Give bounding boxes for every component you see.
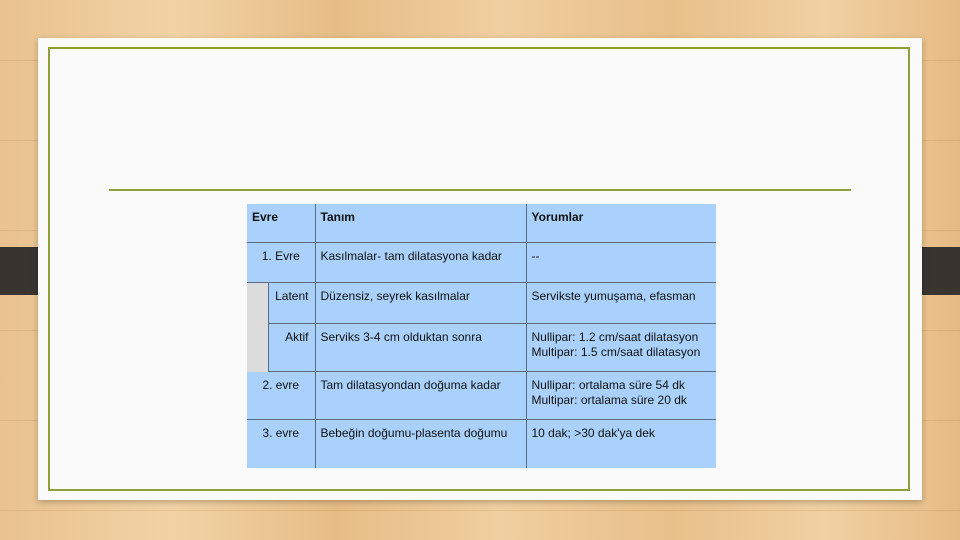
table-row xyxy=(247,420,716,468)
stage-definition: Kasılmalar- tam dilatasyona kadar xyxy=(315,243,526,283)
stage-comment xyxy=(526,324,716,372)
comment-line-2: Multipar: ortalama süre 20 dk xyxy=(531,393,687,407)
stage-name: 3. evre xyxy=(247,420,315,468)
stage-definition: Tam dilatasyondan doğuma kadar xyxy=(315,372,526,420)
header-tanim: Tanım xyxy=(315,204,526,243)
table-row xyxy=(247,243,716,283)
table-row xyxy=(247,372,716,420)
stage-definition: Serviks 3-4 cm olduktan sonra xyxy=(315,324,526,372)
comment-line-1: Nullipar: ortalama süre 54 dk xyxy=(531,378,685,392)
stage-name: Aktif xyxy=(268,324,315,372)
stage-name: 2. evre xyxy=(247,372,315,420)
table-row xyxy=(247,324,716,372)
comment-line-1: Nullipar: 1.2 cm/saat dilatasyon xyxy=(531,330,699,344)
table-header-row xyxy=(247,204,716,243)
header-evre: Evre xyxy=(247,204,315,243)
title-divider xyxy=(109,189,851,191)
stage-definition: Bebeğin doğumu-plasenta doğumu xyxy=(315,420,526,468)
stages-table xyxy=(247,204,716,468)
stage-comment: 10 dak; >30 dak'ya dek xyxy=(526,420,716,468)
table-row xyxy=(247,283,716,324)
header-yorumlar: Yorumlar xyxy=(526,204,716,243)
stage-name: Latent xyxy=(268,283,315,324)
stage-definition: Düzensiz, seyrek kasılmalar xyxy=(315,283,526,324)
stage-comment: -- xyxy=(526,243,716,283)
slide xyxy=(38,38,922,500)
stage-name: 1. Evre xyxy=(247,243,315,283)
substage-indent xyxy=(247,283,268,372)
comment-line-2: Multipar: 1.5 cm/saat dilatasyon xyxy=(531,345,701,359)
stage-comment xyxy=(526,372,716,420)
stage-comment: Servikste yumuşama, efasman xyxy=(526,283,716,324)
